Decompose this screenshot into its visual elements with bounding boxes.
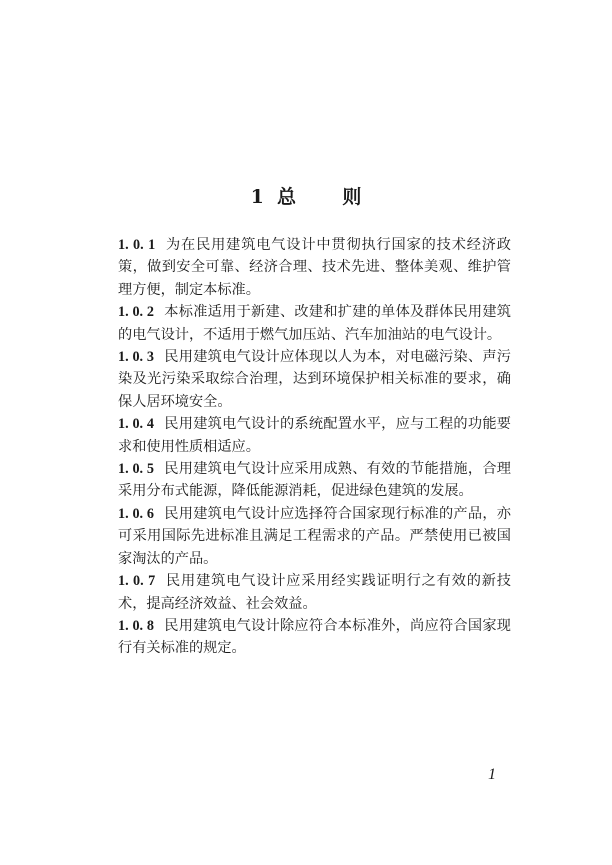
clause-list: [118, 234, 511, 660]
clause-text: 民用建筑电气设计应采用成熟、有效的节能措施，合理采用分布式能源，降低能源消耗，促进绿色建筑的发展。: [118, 461, 511, 500]
clause-number: 1. 0. 6: [118, 505, 155, 522]
clause-text: 本标准适用于新建、改建和扩建的单体及群体民用建筑的电气设计，不适用于燃气加压站、汽车加油站的电气设计。: [118, 304, 511, 343]
clause-item: [118, 503, 511, 570]
clause-text: 民用建筑电气设计除应符合本标准外，尚应符合国家现行有关标准的规定。: [118, 617, 511, 657]
clause-item: [118, 301, 511, 346]
clause-number: 1. 0. 5: [118, 461, 155, 478]
clause-text: 民用建筑电气设计应体现以人为本，对电磁污染、声污染及光污染采取综合治理，达到环境保护相关标准的要求，确保人居环境安全。: [118, 349, 511, 410]
clause-text: 为在民用建筑电气设计中贯彻执行国家的技术经济政策，做到安全可靠、经济合理、技术先进、整体美观、维护管理方便，制定本标准。: [118, 237, 511, 298]
clause-item: [118, 570, 511, 615]
clause-number: 1. 0. 8: [118, 617, 155, 634]
clause-number: 1. 0. 2: [118, 304, 155, 321]
page-title: 1 总 则: [250, 186, 362, 208]
clause-number: 1. 0. 1: [118, 237, 156, 253]
clause-text: 民用建筑电气设计应采用经实践证明行之有效的新技术，提高经济效益、社会效益。: [118, 573, 511, 612]
clause-number: 1. 0. 3: [118, 349, 155, 366]
clause-item: [118, 413, 511, 458]
page-number: 1: [488, 766, 496, 783]
clause-number: 1. 0. 7: [118, 573, 156, 590]
clause-item: [118, 458, 511, 503]
clause-item: [118, 346, 511, 413]
clause-text: 民用建筑电气设计的系统配置水平，应与工程的功能要求和使用性质相适应。: [118, 416, 511, 455]
clause-item: [118, 615, 511, 660]
clause-number: 1. 0. 4: [118, 416, 155, 433]
clause-text: 民用建筑电气设计应选择符合国家现行标准的产品，亦可采用国际先进标准且满足工程需求的产品。严禁使用已被国家淘汰的产品。: [118, 505, 511, 567]
clause-item: [118, 234, 511, 301]
